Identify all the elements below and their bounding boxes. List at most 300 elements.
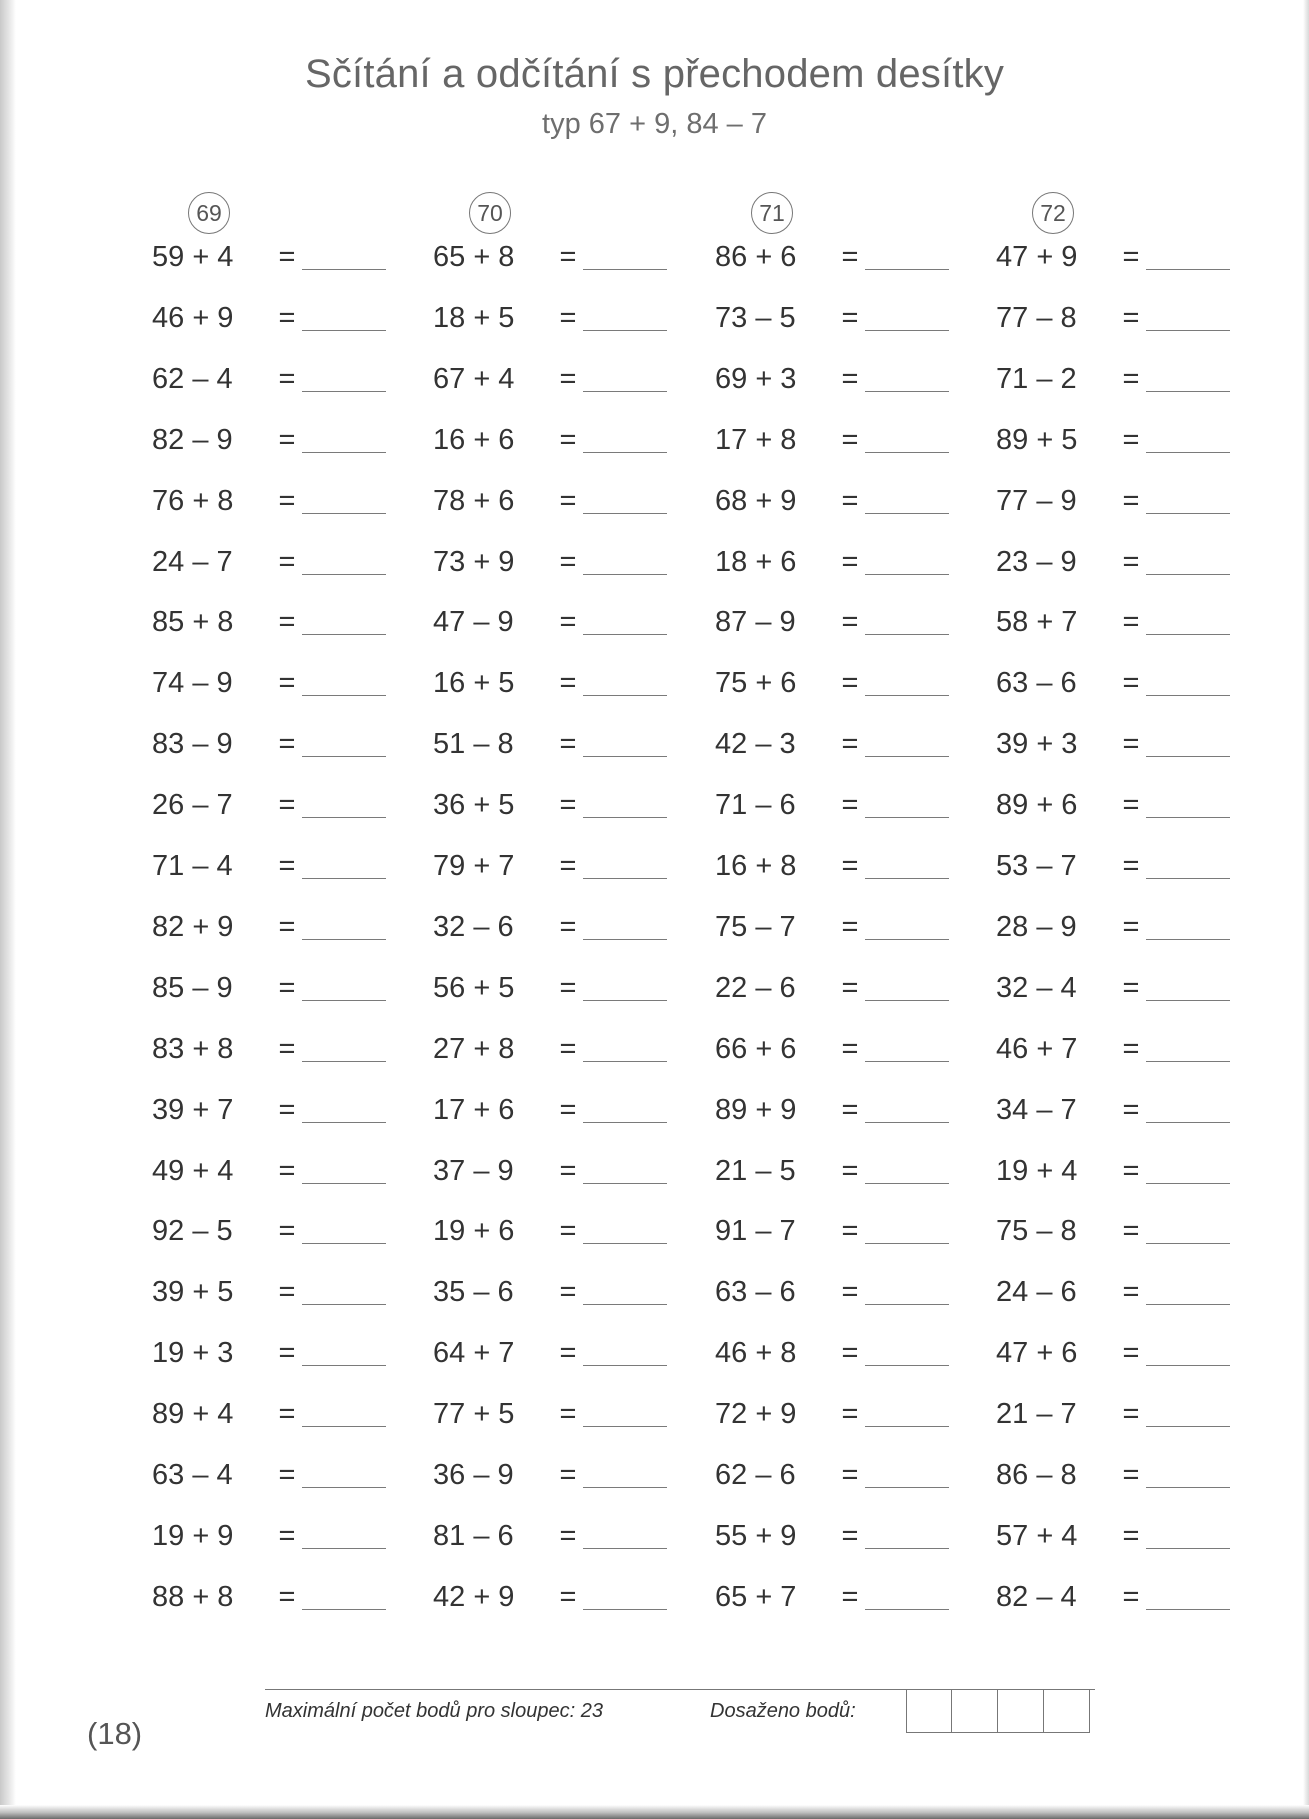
problem-row — [996, 295, 1230, 335]
problem-expression: 49 + 4 — [152, 1154, 234, 1187]
problem-row — [715, 660, 949, 700]
equals-sign: = — [278, 362, 296, 395]
problem-row — [996, 356, 1230, 396]
achieved-points-label: Dosaženo bodů: — [710, 1700, 856, 1722]
answer-blank[interactable] — [302, 329, 386, 331]
exercise-column — [152, 192, 452, 1613]
answer-blank[interactable] — [302, 755, 386, 757]
problem-expression: 64 + 7 — [433, 1337, 515, 1370]
problem-expression: 62 – 4 — [152, 362, 233, 395]
problem-expression: 34 – 7 — [996, 1093, 1077, 1126]
problem-expression: 21 – 7 — [996, 1398, 1077, 1431]
answer-blank[interactable] — [1146, 633, 1230, 635]
problem-expression: 46 + 7 — [996, 1032, 1078, 1065]
equals-sign: = — [278, 1398, 296, 1431]
equals-sign: = — [1122, 1276, 1140, 1309]
problem-expression: 46 + 9 — [152, 301, 234, 334]
problem-row — [152, 295, 386, 335]
answer-blank[interactable] — [1146, 694, 1230, 696]
equals-sign: = — [278, 1459, 296, 1491]
problem-expression: 74 – 9 — [152, 667, 233, 700]
problem-expression: 63 – 6 — [715, 1276, 796, 1309]
equals-sign: = — [278, 1276, 296, 1309]
problem-row — [996, 539, 1230, 579]
problem-expression: 68 + 9 — [715, 484, 797, 517]
equals-sign: = — [559, 1032, 577, 1065]
equals-sign: = — [278, 423, 296, 456]
problem-expression: 71 – 6 — [715, 789, 796, 822]
column-number-badge: 72 — [1032, 192, 1074, 234]
answer-blank[interactable] — [583, 999, 667, 1001]
problem-row — [433, 1574, 667, 1614]
problem-row — [715, 1330, 949, 1370]
column-number-badge: 71 — [751, 192, 793, 234]
answer-blank[interactable] — [583, 1242, 667, 1244]
answer-blank[interactable] — [865, 451, 949, 453]
answer-blank[interactable] — [865, 268, 949, 270]
problem-row — [433, 295, 667, 335]
problem-row — [433, 356, 667, 396]
problem-expression: 69 + 3 — [715, 362, 797, 395]
answer-blank[interactable] — [302, 512, 386, 514]
problem-expression: 62 – 6 — [715, 1459, 796, 1491]
answer-blank[interactable] — [583, 1303, 667, 1305]
answer-blank[interactable] — [1146, 268, 1230, 270]
problem-row — [152, 1391, 386, 1431]
exercise-column — [433, 192, 733, 1613]
problem-expression: 67 + 4 — [433, 362, 515, 395]
answer-blank[interactable] — [1146, 512, 1230, 514]
problem-row — [433, 417, 667, 457]
answer-blank[interactable] — [583, 1486, 667, 1488]
problem-row — [996, 1574, 1230, 1614]
answer-blank[interactable] — [583, 938, 667, 940]
equals-sign: = — [1122, 850, 1140, 882]
equals-sign: = — [278, 1154, 296, 1187]
answer-blank[interactable] — [302, 999, 386, 1001]
equals-sign: = — [278, 728, 296, 761]
answer-blank[interactable] — [1146, 816, 1230, 818]
answer-blank[interactable] — [302, 1425, 386, 1427]
answer-blank[interactable] — [583, 1425, 667, 1427]
answer-blank[interactable] — [302, 1364, 386, 1366]
answer-blank[interactable] — [865, 938, 949, 940]
problem-expression: 19 + 3 — [152, 1337, 234, 1370]
score-box-69[interactable] — [906, 1689, 952, 1733]
equals-sign: = — [841, 1276, 859, 1309]
equals-sign: = — [841, 1580, 859, 1613]
problem-row — [715, 965, 949, 1005]
problem-expression: 24 – 7 — [152, 545, 233, 578]
answer-blank[interactable] — [302, 633, 386, 635]
problem-expression: 16 + 5 — [433, 667, 515, 700]
answer-blank[interactable] — [302, 1547, 386, 1549]
problem-expression: 19 + 9 — [152, 1519, 234, 1552]
problem-row — [996, 1087, 1230, 1127]
equals-sign: = — [278, 789, 296, 822]
answer-blank[interactable] — [302, 268, 386, 270]
answer-blank[interactable] — [583, 451, 667, 453]
problem-expression: 73 + 9 — [433, 545, 515, 578]
problem-expression: 92 – 5 — [152, 1215, 233, 1248]
answer-blank[interactable] — [302, 1242, 386, 1244]
problem-expression: 66 + 6 — [715, 1032, 797, 1065]
equals-sign: = — [841, 1337, 859, 1370]
problem-row — [996, 904, 1230, 944]
answer-blank[interactable] — [1146, 573, 1230, 575]
equals-sign: = — [278, 301, 296, 334]
answer-blank[interactable] — [583, 694, 667, 696]
problem-expression: 83 – 9 — [152, 728, 233, 761]
problem-row — [715, 904, 949, 944]
answer-blank[interactable] — [865, 1242, 949, 1244]
answer-blank[interactable] — [583, 755, 667, 757]
problem-row — [715, 1087, 949, 1127]
problem-expression: 77 – 9 — [996, 484, 1077, 517]
page-edge-left — [0, 0, 16, 1819]
problem-row — [996, 843, 1230, 883]
answer-blank[interactable] — [583, 268, 667, 270]
answer-blank[interactable] — [1146, 451, 1230, 453]
problem-expression: 75 – 8 — [996, 1215, 1077, 1248]
problem-row — [433, 660, 667, 700]
equals-sign: = — [1122, 484, 1140, 517]
equals-sign: = — [841, 241, 859, 273]
exercise-column — [996, 192, 1296, 1613]
problem-row — [996, 234, 1230, 274]
problem-row — [152, 1208, 386, 1248]
problem-expression: 81 – 6 — [433, 1519, 514, 1552]
equals-sign: = — [559, 1580, 577, 1613]
problem-row — [152, 1269, 386, 1309]
answer-blank[interactable] — [302, 1121, 386, 1123]
answer-blank[interactable] — [1146, 1303, 1230, 1305]
problem-row — [715, 1269, 949, 1309]
problem-row — [152, 1513, 386, 1553]
problem-row — [152, 356, 386, 396]
equals-sign: = — [841, 667, 859, 700]
answer-blank[interactable] — [583, 1182, 667, 1184]
problem-expression: 86 + 6 — [715, 241, 797, 273]
problem-row — [996, 1391, 1230, 1431]
equals-sign: = — [278, 241, 296, 273]
equals-sign: = — [1122, 1154, 1140, 1187]
problem-expression: 65 + 8 — [433, 241, 515, 273]
equals-sign: = — [278, 1215, 296, 1248]
page-edge-bottom — [0, 1805, 1309, 1819]
answer-blank[interactable] — [302, 451, 386, 453]
equals-sign: = — [1122, 971, 1140, 1004]
answer-blank[interactable] — [302, 816, 386, 818]
problem-row — [715, 721, 949, 761]
equals-sign: = — [559, 1459, 577, 1491]
problem-row — [715, 1208, 949, 1248]
equals-sign: = — [1122, 1337, 1140, 1370]
answer-blank[interactable] — [302, 1060, 386, 1062]
answer-blank[interactable] — [865, 1547, 949, 1549]
problem-row — [433, 1330, 667, 1370]
problem-row — [715, 417, 949, 457]
problem-row — [996, 721, 1230, 761]
answer-blank[interactable] — [302, 390, 386, 392]
problem-row — [715, 782, 949, 822]
problem-row — [433, 599, 667, 639]
problem-row — [152, 782, 386, 822]
problem-expression: 87 – 9 — [715, 606, 796, 639]
problem-row — [433, 1148, 667, 1188]
problem-row — [715, 1026, 949, 1066]
problem-expression: 53 – 7 — [996, 850, 1077, 882]
answer-blank[interactable] — [302, 1608, 386, 1610]
equals-sign: = — [278, 1580, 296, 1613]
problem-row — [152, 1148, 386, 1188]
problem-row — [152, 721, 386, 761]
problem-expression: 18 + 5 — [433, 301, 515, 334]
problem-row — [996, 478, 1230, 518]
problem-row — [433, 965, 667, 1005]
problem-row — [996, 1026, 1230, 1066]
answer-blank[interactable] — [865, 694, 949, 696]
equals-sign: = — [559, 850, 577, 882]
equals-sign: = — [1122, 1215, 1140, 1248]
answer-blank[interactable] — [1146, 1121, 1230, 1123]
equals-sign: = — [559, 667, 577, 700]
problem-row — [996, 965, 1230, 1005]
equals-sign: = — [278, 1519, 296, 1552]
problem-expression: 77 – 8 — [996, 301, 1077, 334]
answer-blank[interactable] — [865, 573, 949, 575]
answer-blank[interactable] — [865, 1182, 949, 1184]
problem-expression: 39 + 5 — [152, 1276, 234, 1309]
problem-row — [996, 1269, 1230, 1309]
equals-sign: = — [559, 241, 577, 273]
equals-sign: = — [559, 1215, 577, 1248]
equals-sign: = — [559, 545, 577, 578]
problem-row — [152, 1574, 386, 1614]
problem-expression: 55 + 9 — [715, 1519, 797, 1552]
answer-blank[interactable] — [1146, 1364, 1230, 1366]
equals-sign: = — [1122, 301, 1140, 334]
problem-row — [996, 1513, 1230, 1553]
answer-blank[interactable] — [1146, 1547, 1230, 1549]
problem-row — [715, 295, 949, 335]
answer-blank[interactable] — [865, 329, 949, 331]
answer-blank[interactable] — [583, 1547, 667, 1549]
answer-blank[interactable] — [583, 329, 667, 331]
answer-blank[interactable] — [865, 1121, 949, 1123]
equals-sign: = — [841, 728, 859, 761]
problem-row — [433, 1452, 667, 1492]
equals-sign: = — [559, 484, 577, 517]
answer-blank[interactable] — [583, 816, 667, 818]
equals-sign: = — [278, 606, 296, 639]
column-number-badge: 70 — [469, 192, 511, 234]
equals-sign: = — [559, 789, 577, 822]
problem-expression: 23 – 9 — [996, 545, 1077, 578]
answer-blank[interactable] — [865, 390, 949, 392]
answer-blank[interactable] — [302, 1303, 386, 1305]
answer-blank[interactable] — [583, 1608, 667, 1610]
problem-expression: 32 – 6 — [433, 910, 514, 943]
page-edge-right — [1303, 0, 1309, 1819]
answer-blank[interactable] — [865, 1608, 949, 1610]
problem-row — [996, 1452, 1230, 1492]
answer-blank[interactable] — [1146, 390, 1230, 392]
answer-blank[interactable] — [1146, 877, 1230, 879]
answer-blank[interactable] — [1146, 755, 1230, 757]
answer-blank[interactable] — [583, 573, 667, 575]
equals-sign: = — [841, 850, 859, 882]
equals-sign: = — [841, 606, 859, 639]
equals-sign: = — [1122, 606, 1140, 639]
problem-expression: 75 + 6 — [715, 667, 797, 700]
answer-blank[interactable] — [865, 633, 949, 635]
answer-blank[interactable] — [583, 1121, 667, 1123]
problem-row — [996, 1330, 1230, 1370]
problem-expression: 37 – 9 — [433, 1154, 514, 1187]
problem-expression: 27 + 8 — [433, 1032, 515, 1065]
answer-blank[interactable] — [865, 816, 949, 818]
problem-expression: 32 – 4 — [996, 971, 1077, 1004]
equals-sign: = — [841, 1398, 859, 1431]
answer-blank[interactable] — [583, 512, 667, 514]
problem-expression: 28 – 9 — [996, 910, 1077, 943]
answer-blank[interactable] — [1146, 938, 1230, 940]
problem-expression: 73 – 5 — [715, 301, 796, 334]
equals-sign: = — [1122, 1032, 1140, 1065]
equals-sign: = — [559, 971, 577, 1004]
answer-blank[interactable] — [865, 1060, 949, 1062]
equals-sign: = — [1122, 910, 1140, 943]
problem-row — [715, 1391, 949, 1431]
problem-row — [152, 1452, 386, 1492]
problem-expression: 76 + 8 — [152, 484, 234, 517]
problem-row — [152, 965, 386, 1005]
equals-sign: = — [278, 910, 296, 943]
problem-row — [433, 843, 667, 883]
equals-sign: = — [559, 1276, 577, 1309]
equals-sign: = — [559, 1154, 577, 1187]
problem-row — [152, 660, 386, 700]
problem-row — [433, 1513, 667, 1553]
answer-blank[interactable] — [865, 1486, 949, 1488]
problem-expression: 16 + 8 — [715, 850, 797, 882]
problem-row — [433, 904, 667, 944]
problem-expression: 82 – 4 — [996, 1580, 1077, 1613]
equals-sign: = — [841, 1032, 859, 1065]
equals-sign: = — [1122, 1398, 1140, 1431]
answer-blank[interactable] — [865, 1364, 949, 1366]
equals-sign: = — [278, 484, 296, 517]
equals-sign: = — [559, 301, 577, 334]
answer-blank[interactable] — [1146, 1425, 1230, 1427]
problem-expression: 82 + 9 — [152, 910, 234, 943]
score-box-71[interactable] — [998, 1689, 1044, 1733]
answer-blank[interactable] — [1146, 329, 1230, 331]
problem-expression: 63 – 6 — [996, 667, 1077, 700]
answer-blank[interactable] — [302, 1182, 386, 1184]
answer-blank[interactable] — [1146, 1242, 1230, 1244]
problem-expression: 72 + 9 — [715, 1398, 797, 1431]
problem-expression: 82 – 9 — [152, 423, 233, 456]
equals-sign: = — [841, 301, 859, 334]
equals-sign: = — [559, 1093, 577, 1126]
answer-blank[interactable] — [865, 1425, 949, 1427]
answer-blank[interactable] — [865, 1303, 949, 1305]
problem-expression: 19 + 6 — [433, 1215, 515, 1248]
problem-expression: 89 + 6 — [996, 789, 1078, 822]
answer-blank[interactable] — [302, 1486, 386, 1488]
page-number: (18) — [87, 1716, 143, 1751]
problem-expression: 47 + 6 — [996, 1337, 1078, 1370]
problem-expression: 42 + 9 — [433, 1580, 515, 1613]
problem-row — [715, 478, 949, 518]
answer-blank[interactable] — [865, 999, 949, 1001]
equals-sign: = — [1122, 1459, 1140, 1491]
equals-sign: = — [841, 1154, 859, 1187]
equals-sign: = — [559, 362, 577, 395]
equals-sign: = — [841, 789, 859, 822]
answer-blank[interactable] — [1146, 1182, 1230, 1184]
equals-sign: = — [559, 1337, 577, 1370]
answer-blank[interactable] — [1146, 1608, 1230, 1610]
problem-row — [433, 539, 667, 579]
answer-blank[interactable] — [583, 877, 667, 879]
problem-expression: 35 – 6 — [433, 1276, 514, 1309]
equals-sign: = — [841, 1093, 859, 1126]
page-title: Sčítání a odčítání s přechodem desítky — [304, 52, 1005, 96]
problem-expression: 85 + 8 — [152, 606, 234, 639]
equals-sign: = — [1122, 545, 1140, 578]
score-box-72[interactable] — [1044, 1689, 1090, 1733]
problem-row — [152, 1087, 386, 1127]
problem-expression: 58 + 7 — [996, 606, 1078, 639]
answer-blank[interactable] — [302, 938, 386, 940]
answer-blank[interactable] — [1146, 1060, 1230, 1062]
answer-blank[interactable] — [583, 633, 667, 635]
problem-expression: 19 + 4 — [996, 1154, 1078, 1187]
problem-expression: 24 – 6 — [996, 1276, 1077, 1309]
answer-blank[interactable] — [865, 877, 949, 879]
problem-expression: 85 – 9 — [152, 971, 233, 1004]
problem-row — [152, 417, 386, 457]
problem-row — [433, 721, 667, 761]
answer-blank[interactable] — [865, 512, 949, 514]
problem-expression: 26 – 7 — [152, 789, 233, 822]
answer-blank[interactable] — [583, 1060, 667, 1062]
answer-blank[interactable] — [1146, 1486, 1230, 1488]
problem-row — [996, 1208, 1230, 1248]
problem-row — [715, 599, 949, 639]
answer-blank[interactable] — [1146, 999, 1230, 1001]
problem-expression: 89 + 9 — [715, 1093, 797, 1126]
answer-blank[interactable] — [302, 573, 386, 575]
answer-blank[interactable] — [583, 1364, 667, 1366]
answer-blank[interactable] — [302, 694, 386, 696]
problem-expression: 42 – 3 — [715, 728, 796, 761]
problem-expression: 17 + 8 — [715, 423, 797, 456]
problem-row — [152, 599, 386, 639]
answer-blank[interactable] — [302, 877, 386, 879]
problem-expression: 79 + 7 — [433, 850, 515, 882]
problem-expression: 89 + 4 — [152, 1398, 234, 1431]
answer-blank[interactable] — [583, 390, 667, 392]
answer-blank[interactable] — [865, 755, 949, 757]
equals-sign: = — [559, 1519, 577, 1552]
problem-expression: 51 – 8 — [433, 728, 514, 761]
problem-row — [996, 782, 1230, 822]
score-box-70[interactable] — [952, 1689, 998, 1733]
